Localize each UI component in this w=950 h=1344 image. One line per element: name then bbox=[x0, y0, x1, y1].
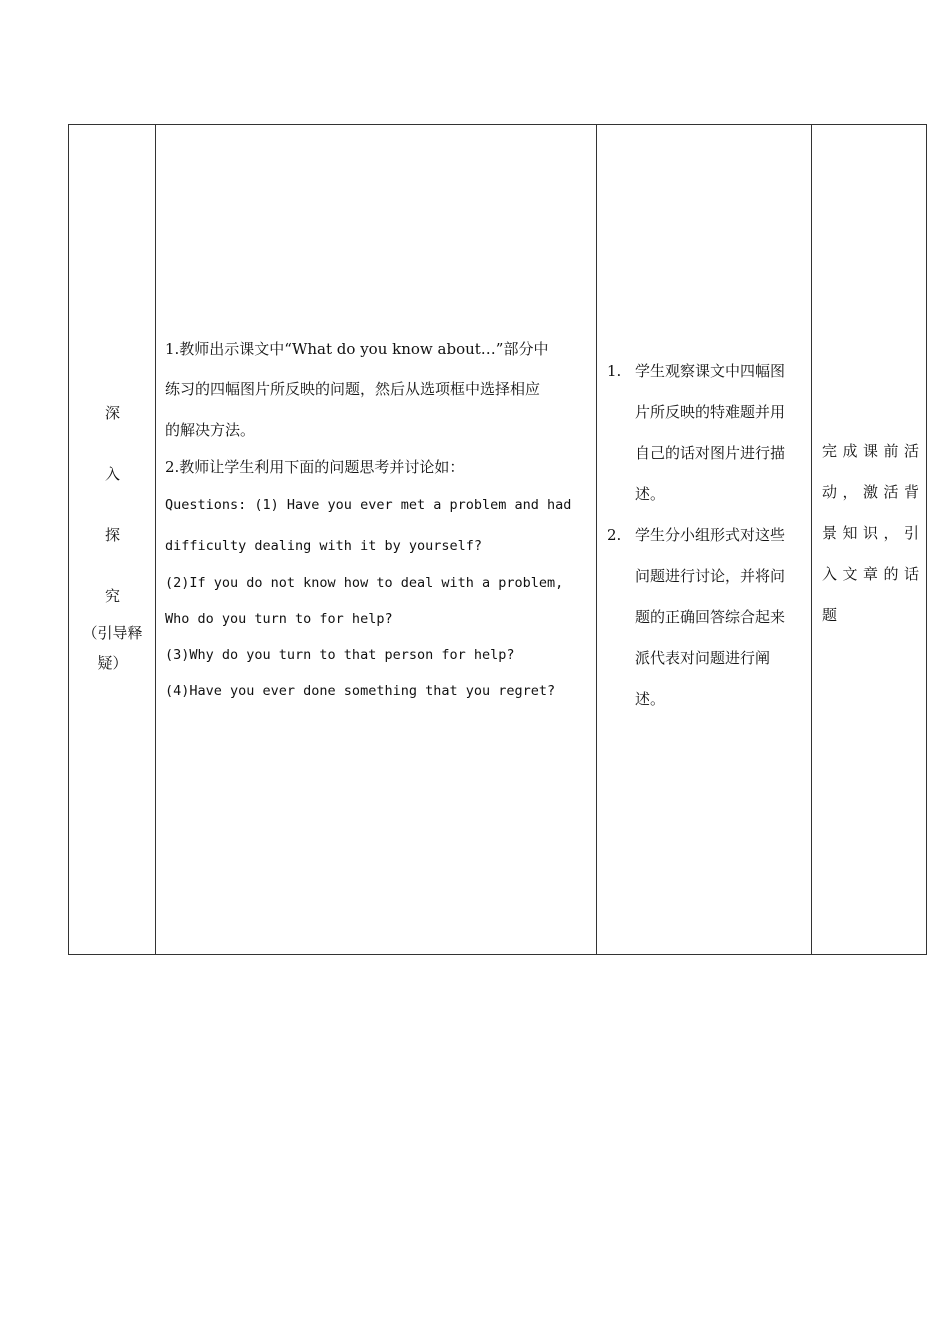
student-line: 题的正确回答综合起来 bbox=[635, 608, 786, 626]
intent-line: 动，激活背 bbox=[822, 483, 919, 501]
stage-label bbox=[69, 395, 156, 678]
teacher-activity-cell bbox=[156, 125, 597, 954]
student-item bbox=[607, 351, 803, 515]
teacher-line: Questions: (1) Have you ever met a problem and had bbox=[165, 497, 572, 513]
stage-char: 究 bbox=[104, 587, 120, 605]
teacher-line: 1.教师出示课文中“What do you know about…”部分中 bbox=[165, 340, 549, 358]
student-line: 学生观察课文中四幅图 bbox=[635, 362, 786, 380]
student-line: 问题进行讨论，并将问 bbox=[635, 567, 786, 585]
stage-sub-label: 疑） bbox=[97, 654, 128, 672]
lesson-table bbox=[68, 124, 927, 955]
intent-line: 题 bbox=[822, 606, 838, 624]
teacher-line: 练习的四幅图片所反映的问题，然后从选项框中选择相应 bbox=[165, 380, 541, 398]
teacher-line: difficulty dealing with it by yourself? bbox=[165, 538, 482, 554]
teacher-line: 的解决方法。 bbox=[165, 421, 256, 439]
teacher-line: (3)Why do you turn to that person for help? bbox=[165, 647, 515, 663]
teacher-line: Who do you turn to for help? bbox=[165, 611, 393, 627]
design-intent-cell bbox=[812, 125, 927, 954]
student-line: 自己的话对图片进行描 bbox=[635, 444, 786, 462]
teacher-line: 2.教师让学生利用下面的问题思考并讨论如： bbox=[165, 458, 465, 476]
student-line: 片所反映的特难题并用 bbox=[635, 403, 786, 421]
student-line: 述。 bbox=[635, 690, 666, 708]
student-item-number: 2. bbox=[607, 526, 622, 544]
student-item bbox=[607, 515, 803, 720]
intent-line: 景知识，引 bbox=[822, 524, 919, 542]
student-activity-cell bbox=[597, 125, 812, 954]
intent-line: 入文章的话 bbox=[822, 565, 919, 583]
teacher-activity bbox=[165, 329, 588, 709]
stage-char: 入 bbox=[104, 465, 120, 483]
student-line: 派代表对问题进行阐 bbox=[635, 649, 771, 667]
student-line: 述。 bbox=[635, 485, 666, 503]
stage-char: 深 bbox=[104, 404, 120, 422]
design-intent bbox=[822, 431, 919, 636]
stage-char: 探 bbox=[104, 526, 120, 544]
stage-sub-label: （引导释 bbox=[82, 624, 143, 642]
stage-cell bbox=[69, 125, 156, 954]
intent-line: 完成课前活 bbox=[822, 442, 919, 460]
student-item-number: 1. bbox=[607, 362, 622, 380]
teacher-line: (2)If you do not know how to deal with a problem, bbox=[165, 575, 564, 591]
student-line: 学生分小组形式对这些 bbox=[635, 526, 786, 544]
student-activity bbox=[607, 351, 803, 720]
teacher-line: (4)Have you ever done something that you regret? bbox=[165, 683, 556, 699]
